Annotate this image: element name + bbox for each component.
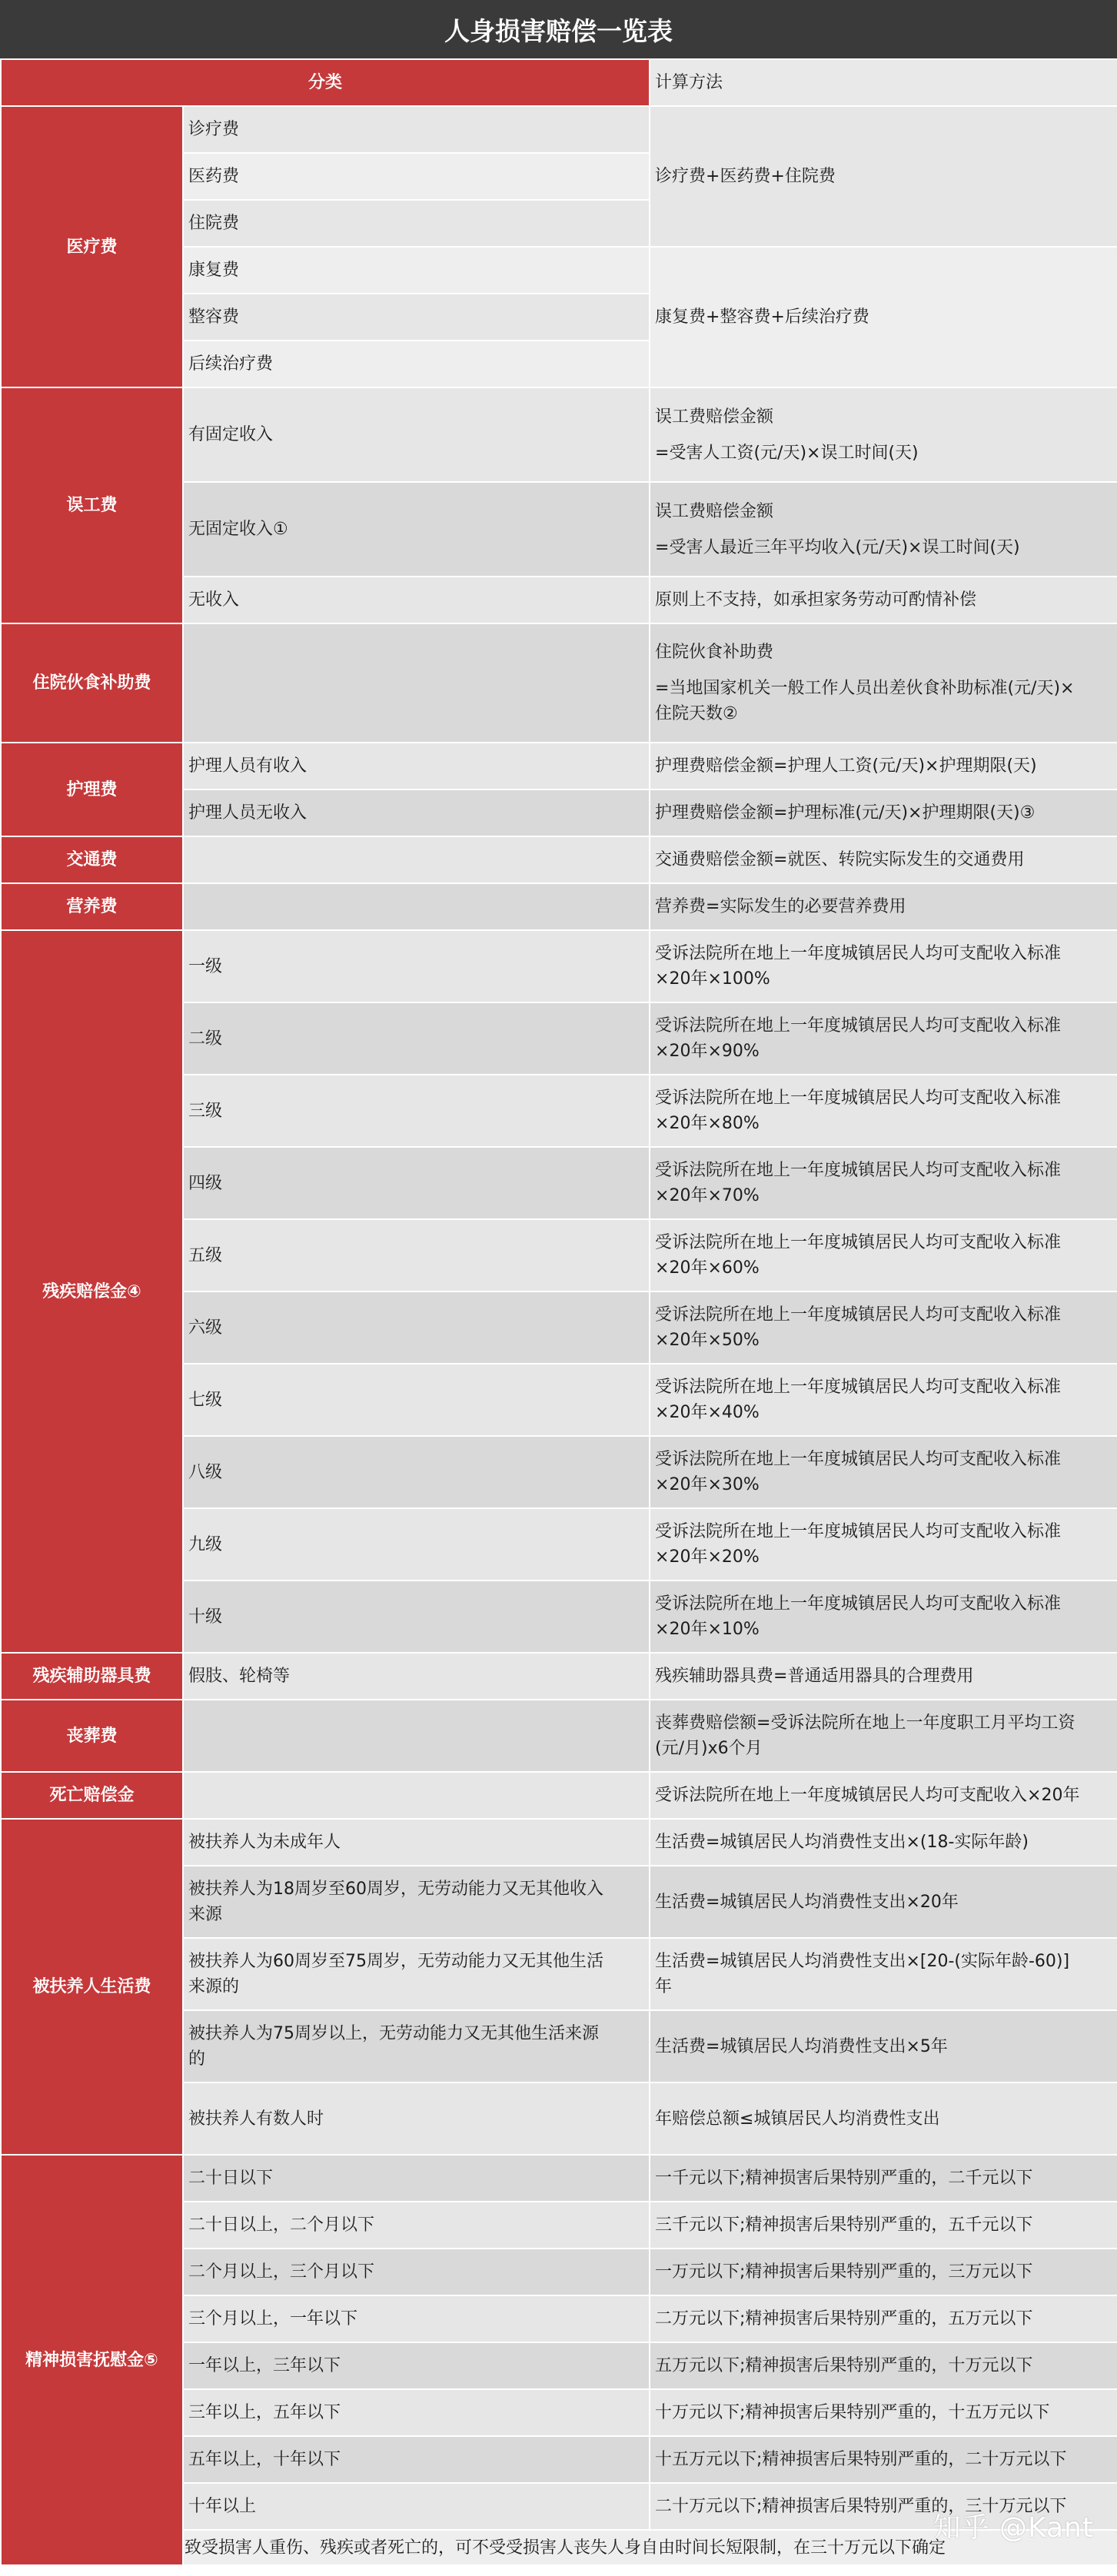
table-row [1, 387, 1117, 482]
formula-cell [650, 1147, 1117, 1219]
formula-cell [650, 1700, 1117, 1772]
formula-line: 受诉法院所在地上一年度城镇居民人均可支配收入标准 [655, 1378, 1062, 1397]
sheet-title: 人身损害赔偿一览表 [0, 0, 1117, 58]
category-dependents: 被扶养人生活费 [1, 1819, 183, 2155]
category-lostwork: 误工费 [1, 387, 183, 623]
formula-cell: 交通费赔偿金额=就医、转院实际发生的交通费用 [650, 836, 1117, 883]
item-cell: 被扶养人有数人时 [183, 2082, 650, 2155]
item-cell: 二十日以上，二个月以下 [183, 2202, 650, 2249]
item-cell: 无固定收入① [183, 482, 650, 577]
item-cell: 六级 [183, 1291, 650, 1364]
formula-line: 受诉法院所在地上一年度城镇居民人均可支配收入标准 [655, 1016, 1062, 1035]
item-cell [183, 623, 650, 743]
formula-line: ×20年×70% [655, 1186, 760, 1205]
item-cell [183, 883, 650, 930]
formula-line: 受诉法院所在地上一年度城镇居民人均可支配收入标准 [655, 1161, 1062, 1180]
item-cell: 十年以上 [183, 2483, 650, 2530]
category-nursing: 护理费 [1, 743, 183, 836]
formula-cell: 生活费=城镇居民人均消费性支出×5年 [650, 2010, 1117, 2082]
category-death: 死亡赔偿金 [1, 1772, 183, 1819]
formula-line: ×20年×30% [655, 1475, 760, 1494]
formula-line: ×20年×100% [655, 969, 770, 989]
table-row [1, 743, 1117, 789]
formula-cell: 原则上不支持，如承担家务劳动可酌情补偿 [650, 577, 1117, 623]
formula-line: 受诉法院所在地上一年度城镇居民人均可支配收入标准 [655, 1522, 1062, 1541]
formula-cell: 护理费赔偿金额=护理人工资(元/天)×护理期限(天) [650, 743, 1117, 789]
formula-cell: 十五万元以下;精神损害后果特别严重的，二十万元以下 [650, 2436, 1117, 2483]
formula-line: 丧葬费赔偿额=受诉法院所在地上一年度职工月平均工资 [655, 1713, 1075, 1733]
formula-line: 受诉法院所在地上一年度城镇居民人均可支配收入标准 [655, 1089, 1062, 1108]
item-cell: 二级 [183, 1002, 650, 1075]
table-row [1, 883, 1117, 930]
formula-line: 受诉法院所在地上一年度城镇居民人均可支配收入标准 [655, 1233, 1062, 1252]
item-cell: 五年以上，十年以下 [183, 2436, 650, 2483]
formula-line: 误工费赔偿金额 [655, 501, 774, 521]
item-line: 的 [188, 2049, 206, 2069]
formula-line: 误工费赔偿金额 [655, 407, 774, 427]
item-cell: 有固定收入 [183, 387, 650, 482]
table-row [1, 1819, 1117, 1866]
formula-cell: 生活费=城镇居民人均消费性支出×20年 [650, 1866, 1117, 1938]
item-line: 被扶养人为75周岁以上，无劳动能力又无其他生活来源 [188, 2024, 599, 2043]
category-mental: 精神损害抚慰金⑤ [1, 2155, 183, 2565]
table-row [1, 1653, 1117, 1700]
category-nutrition: 营养费 [1, 883, 183, 930]
item-cell: 住院费 [183, 200, 650, 247]
item-cell: 诊疗费 [183, 106, 650, 153]
formula-line: ×20年×60% [655, 1258, 760, 1278]
formula-cell: 营养费=实际发生的必要营养费用 [650, 883, 1117, 930]
item-cell: 二十日以下 [183, 2155, 650, 2202]
formula-cell [650, 482, 1117, 577]
formula-line: ×20年×50% [655, 1331, 760, 1350]
formula-line: 生活费=城镇居民人均消费性支出×[20-(实际年龄-60)] [655, 1952, 1070, 1971]
formula-line: ×20年×20% [655, 1547, 760, 1567]
formula-line: 受诉法院所在地上一年度城镇居民人均可支配收入标准 [655, 1305, 1062, 1325]
item-cell [183, 2010, 650, 2082]
formula-cell: 十万元以下;精神损害后果特别严重的，十五万元以下 [650, 2389, 1117, 2436]
compensation-table [0, 58, 1117, 2566]
formula-cell [650, 1508, 1117, 1581]
formula-line: 受诉法院所在地上一年度城镇居民人均可支配收入标准 [655, 1450, 1062, 1469]
formula-cell [650, 1436, 1117, 1508]
formula-cell: 二十万元以下;精神损害后果特别严重的，三十万元以下 [650, 2483, 1117, 2530]
table-row [1, 623, 1117, 743]
item-cell [183, 1700, 650, 1772]
formula-cell [650, 1938, 1117, 2010]
item-cell: 十级 [183, 1581, 650, 1653]
formula-line: ×20年×80% [655, 1114, 760, 1133]
formula-cell [650, 1364, 1117, 1436]
item-line: 来源的 [188, 1977, 240, 1996]
formula-line: 受诉法院所在地上一年度城镇居民人均可支配收入标准 [655, 944, 1062, 963]
formula-cell: 康复费+整容费+后续治疗费 [650, 247, 1117, 387]
category-funeral: 丧葬费 [1, 1700, 183, 1772]
formula-cell [650, 1219, 1117, 1291]
item-cell: 假肢、轮椅等 [183, 1653, 650, 1700]
item-line: 被扶养人为18周岁至60周岁，无劳动能力又无其他收入 [188, 1880, 603, 1899]
table-row [1, 930, 1117, 1002]
formula-line: 年 [655, 1977, 673, 1996]
item-line: 被扶养人为60周岁至75周岁，无劳动能力又无其他生活 [188, 1952, 603, 1971]
item-cell: 二个月以上，三个月以下 [183, 2249, 650, 2295]
header-row [1, 59, 1117, 106]
header-method: 计算方法 [650, 59, 1117, 106]
item-cell [183, 836, 650, 883]
header-category: 分类 [1, 59, 650, 106]
formula-cell: 二万元以下;精神损害后果特别严重的，五万元以下 [650, 2295, 1117, 2342]
item-cell: 一年以上，三年以下 [183, 2342, 650, 2389]
formula-cell [650, 623, 1117, 743]
item-cell [183, 1772, 650, 1819]
table-row [1, 836, 1117, 883]
item-cell: 无收入 [183, 577, 650, 623]
item-cell: 医药费 [183, 153, 650, 200]
formula-line: =受害人工资(元/天)×误工时间(天) [655, 443, 919, 463]
item-line: 来源 [188, 1905, 223, 1924]
formula-line: ×20年×90% [655, 1042, 760, 1061]
formula-cell [650, 930, 1117, 1002]
mental-footnote: 致受损害人重伤、残疾或者死亡的，可不受受损害人丧失人身自由时间长短限制，在三十万元以下确定 [185, 2538, 946, 2558]
item-cell: 九级 [183, 1508, 650, 1581]
table-row [1, 1772, 1117, 1819]
item-cell: 四级 [183, 1147, 650, 1219]
formula-line: 住院天数② [655, 704, 738, 723]
item-cell: 一级 [183, 930, 650, 1002]
formula-cell [650, 1291, 1117, 1364]
formula-cell [650, 1002, 1117, 1075]
watermark: 知乎 @Kant [932, 2512, 1094, 2544]
item-cell: 三级 [183, 1075, 650, 1147]
item-cell: 整容费 [183, 294, 650, 341]
formula-line: (元/月)x6个月 [655, 1739, 763, 1758]
item-cell: 康复费 [183, 247, 650, 294]
item-cell [183, 1938, 650, 2010]
item-cell: 被扶养人为未成年人 [183, 1819, 650, 1866]
formula-cell: 受诉法院所在地上一年度城镇居民人均可支配收入×20年 [650, 1772, 1117, 1819]
formula-cell [650, 387, 1117, 482]
category-aids: 残疾辅助器具费 [1, 1653, 183, 1700]
formula-line: 受诉法院所在地上一年度城镇居民人均可支配收入标准 [655, 1594, 1062, 1614]
item-cell: 三个月以上，一年以下 [183, 2295, 650, 2342]
formula-cell: 五万元以下;精神损害后果特别严重的，十万元以下 [650, 2342, 1117, 2389]
formula-line: ×20年×10% [655, 1620, 760, 1639]
item-cell: 护理人员有收入 [183, 743, 650, 789]
formula-cell: 一千元以下;精神损害后果特别严重的，二千元以下 [650, 2155, 1117, 2202]
table-row [1, 2155, 1117, 2202]
item-cell: 三年以上，五年以下 [183, 2389, 650, 2436]
formula-cell: 诊疗费+医药费+住院费 [650, 106, 1117, 247]
formula-line: ×20年×40% [655, 1403, 760, 1422]
formula-line: =当地国家机关一般工作人员出差伙食补助标准(元/天)× [655, 679, 1075, 698]
formula-line: =受害人最近三年平均收入(元/天)×误工时间(天) [655, 537, 1020, 557]
table-row [1, 106, 1117, 153]
item-cell [183, 1866, 650, 1938]
item-cell: 后续治疗费 [183, 341, 650, 387]
category-meal: 住院伙食补助费 [1, 623, 183, 743]
item-cell: 七级 [183, 1364, 650, 1436]
formula-cell: 残疾辅助器具费=普通适用器具的合理费用 [650, 1653, 1117, 1700]
formula-line: 住院伙食补助费 [655, 643, 774, 662]
formula-cell: 三千元以下;精神损害后果特别严重的，五千元以下 [650, 2202, 1117, 2249]
item-cell: 五级 [183, 1219, 650, 1291]
formula-cell: 年赔偿总额≤城镇居民人均消费性支出 [650, 2082, 1117, 2155]
table-row [1, 1700, 1117, 1772]
category-transport: 交通费 [1, 836, 183, 883]
formula-cell: 一万元以下;精神损害后果特别严重的，三万元以下 [650, 2249, 1117, 2295]
formula-cell [650, 1581, 1117, 1653]
formula-cell: 生活费=城镇居民人均消费性支出×(18-实际年龄) [650, 1819, 1117, 1866]
formula-cell: 护理费赔偿金额=护理标准(元/天)×护理期限(天)③ [650, 789, 1117, 836]
item-cell: 护理人员无收入 [183, 789, 650, 836]
item-cell: 八级 [183, 1436, 650, 1508]
category-disability: 残疾赔偿金④ [1, 930, 183, 1653]
category-medical: 医疗费 [1, 106, 183, 387]
formula-cell [650, 1075, 1117, 1147]
